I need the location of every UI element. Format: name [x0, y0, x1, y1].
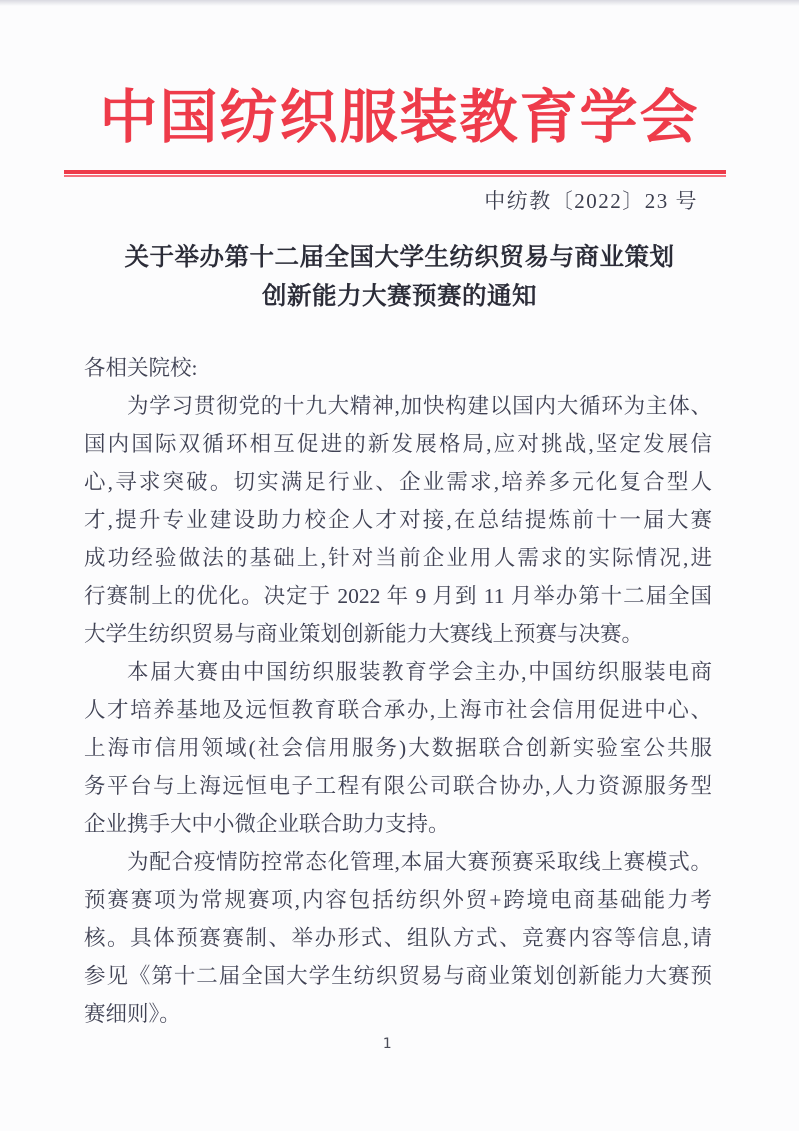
notice-title-line2: 创新能力大赛预赛的通知 [262, 283, 537, 310]
body-line: 国内国际双循环相互促进的新发展格局,应对挑战,坚定发展信 [84, 432, 712, 456]
body-line: 人才培养基地及远恒教育联合承办,上海市社会信用促进中心、 [84, 698, 712, 722]
document-number: 中纺教〔2022〕23 号 [484, 189, 698, 213]
body-line: 本届大赛由中国纺织服装教育学会主办,中国纺织服装电商 [127, 660, 712, 684]
page-number: 1 [382, 1036, 392, 1052]
body-line: 上海市信用领域(社会信用服务)大数据联合创新实验室公共服 [84, 736, 712, 760]
notice-title-line1: 关于举办第十二届全国大学生纺织贸易与商业策划 [124, 244, 675, 271]
body-line: 参见《第十二届全国大学生纺织贸易与商业策划创新能力大赛预 [84, 964, 712, 988]
body-line: 才,提升专业建设助力校企人才对接,在总结提炼前十一届大赛 [84, 508, 712, 532]
salutation: 各相关院校: [84, 356, 198, 380]
body-line: 为学习贯彻党的十九大精神,加快构建以国内大循环为主体、 [127, 394, 712, 418]
body-line: 大学生纺织贸易与商业策划创新能力大赛线上预赛与决赛。 [84, 622, 644, 646]
body-line: 核。具体预赛赛制、举办形式、组队方式、竞赛内容等信息,请 [84, 926, 712, 950]
body-line: 行赛制上的优化。决定于 2022 年 9 月到 11 月举办第十二届全国 [84, 584, 712, 608]
body-line: 预赛赛项为常规赛项,内容包括纺织外贸+跨境电商基础能力考 [84, 888, 712, 912]
body-line: 企业携手大中小微企业联合助力支持。 [84, 812, 450, 836]
body-line: 务平台与上海远恒电子工程有限公司联合协办,人力资源服务型 [84, 774, 712, 798]
notice-title [0, 238, 799, 316]
red-divider-rule [64, 170, 726, 177]
red-divider-thin-line [64, 175, 726, 177]
scan-edge-artifact [0, 0, 799, 6]
body-line: 为配合疫情防控常态化管理,本届大赛预赛采取线上赛模式。 [127, 850, 712, 874]
notice-body [84, 349, 712, 1033]
body-line: 心,寻求突破。切实满足行业、企业需求,培养多元化复合型人 [84, 470, 712, 494]
body-line: 成功经验做法的基础上,针对当前企业用人需求的实际情况,进 [84, 546, 712, 570]
body-line: 赛细则》。 [84, 1002, 181, 1026]
masthead-org-name: 中国纺织服装教育学会 [99, 85, 700, 150]
